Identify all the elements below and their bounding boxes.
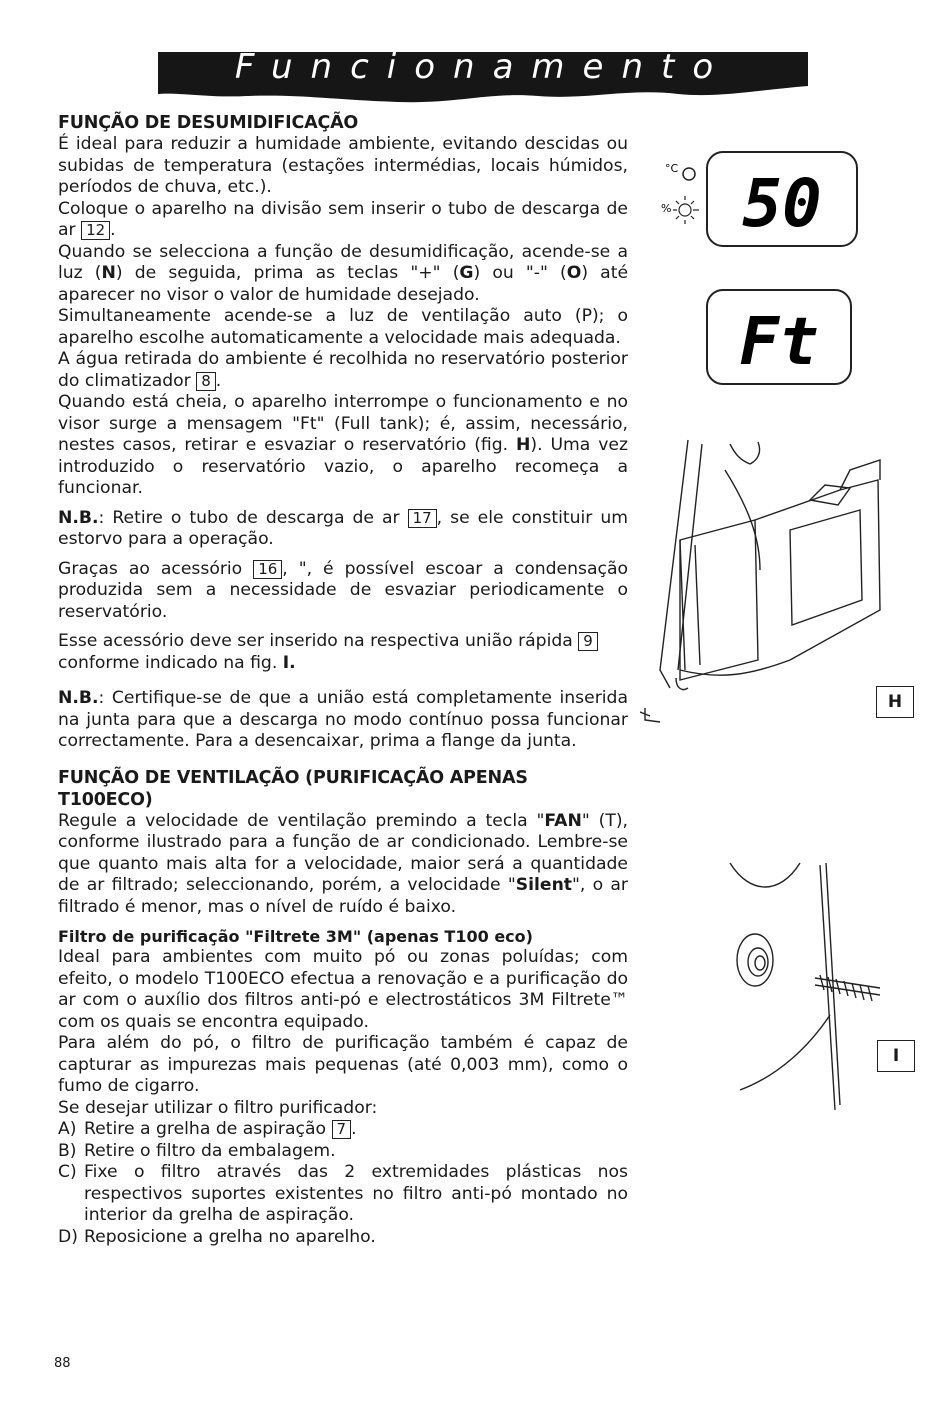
- paragraph: Regule a velocidade de ventilação premindo a tecla "FAN" (T), conforme ilustrado para a função de ar condicionado. Lembre-se que quanto mais alta for a velocidade, maior será a quantidade de ar filtrado; seleccionando, porém, a velocidade "Silent", o ar filtrado é menor, mas o nível de ruído é baixo.: [58, 810, 629, 917]
- section-title-dehumidify: FUNÇÃO DE DESUMIDIFICAÇÃO: [58, 113, 359, 133]
- figure-i-coupling: [720, 845, 920, 1119]
- display-full-tank: [705, 288, 855, 392]
- display-value: Ft: [739, 303, 819, 380]
- display-humidity: [655, 150, 865, 254]
- page-number: 88: [54, 1356, 71, 1371]
- section-title-ventilation: FUNÇÃO DE VENTILAÇÃO (PURIFICAÇÃO APENAS T100ECO): [58, 767, 528, 810]
- ref-box: 12: [81, 221, 110, 240]
- paragraph: Se desejar utilizar o filtro purificador:: [58, 1097, 378, 1118]
- paragraph: Graças ao acessório 16 , ", é possível escoar a condensação produzida sem a necessidade de esvaziar periodicamente o reservatório.: [58, 558, 629, 622]
- note: N.B.: Retire o tubo de descarga de ar 17 , se ele constituir um estorvo para a operação.: [58, 507, 628, 549]
- list-item: C) Fixe o filtro através das 2 extremidades plásticas nos respectivos suportes existentes no filtro anti-pó montado no interior da grelha de aspiração.: [58, 1162, 628, 1225]
- indicator-light-icon: [683, 168, 695, 180]
- paragraph: Quando se selecciona a função de desumidificação, acende-se a luz (N) de seguida, prima as teclas "+" (G) ou "-" (O) até aparecer no visor o valor de humidade desejado.: [58, 241, 629, 305]
- figure-label-h: H: [876, 686, 914, 718]
- paragraph: Quando está cheia, o aparelho interrompe o funcionamento e no visor surge a mensagem "Ft" (Full tank); é, assim, necessário, nestes casos, retirar e esvaziar o reservatório (fig. H). Uma vez introduzido o reservatório vazio, o aparelho recomeça a funcionar.: [58, 392, 628, 498]
- ref-box: 8: [196, 372, 216, 391]
- paragraph: Ideal para ambientes com muito pó ou zonas poluídas; com efeito, o modelo T100ECO efectua a renovação e a purificação do ar com o auxílio dos filtros anti-pó e electrostáticos 3M Filtrete™ com os quais se encontra equipado.: [58, 947, 628, 1032]
- list-item: B) Retire o filtro da embalagem.: [58, 1140, 336, 1161]
- paragraph: Para além do pó, o filtro de purificação também é capaz de capturar as impurezas mais pequenas (até 0,003 mm), como o fumo de cigarro.: [58, 1033, 628, 1096]
- unit-celsius: °C: [665, 162, 679, 175]
- paragraph: Esse acessório deve ser inserido na respectiva união rápida 9 conforme indicado na fig. I.: [58, 631, 628, 674]
- list-item: D) Reposicione a grelha no aparelho.: [58, 1226, 376, 1247]
- ref-box: 9: [578, 632, 598, 651]
- display-value: 50: [742, 165, 822, 242]
- section-banner: [158, 48, 808, 104]
- main-text: [58, 112, 628, 1248]
- note: N.B.: Certifique-se de que a união está completamente inserida na junta para que a descarga no modo contínuo possa funcionar correctamente. Para a desencaixar, prima a flange da junta.: [58, 688, 628, 751]
- paragraph: Coloque o aparelho na divisão sem inserir o tubo de descarga de ar 12 .: [58, 198, 628, 240]
- paragraph: É ideal para reduzir a humidade ambiente, evitando descidas ou subidas de temperatura (estações intermédias, locais húmidos, períodos de chuva, etc.).: [58, 134, 628, 197]
- list-item: A) Retire a grelha de aspiração 7 .: [58, 1119, 357, 1139]
- figure-h-tank: [640, 430, 890, 734]
- steps-list: [58, 1119, 628, 1248]
- paragraph: Simultaneamente acende-se a luz de ventilação auto (P); o aparelho escolhe automaticamente a velocidade mais adequada.: [58, 306, 628, 348]
- ref-box: 17: [408, 509, 437, 528]
- ref-box: 7: [332, 1120, 352, 1139]
- figure-label-i: I: [877, 1040, 915, 1072]
- subsection-title-filter: Filtro de purificação "Filtrete 3M" (apenas T100 eco): [58, 927, 533, 946]
- ref-box: 16: [253, 560, 282, 579]
- banner-title: Funcionamento: [234, 48, 732, 87]
- paragraph: A água retirada do ambiente é recolhida no reservatório posterior do climatizador 8 .: [58, 349, 628, 391]
- unit-percent: %: [661, 202, 672, 215]
- lit-indicator-icon: [673, 196, 699, 224]
